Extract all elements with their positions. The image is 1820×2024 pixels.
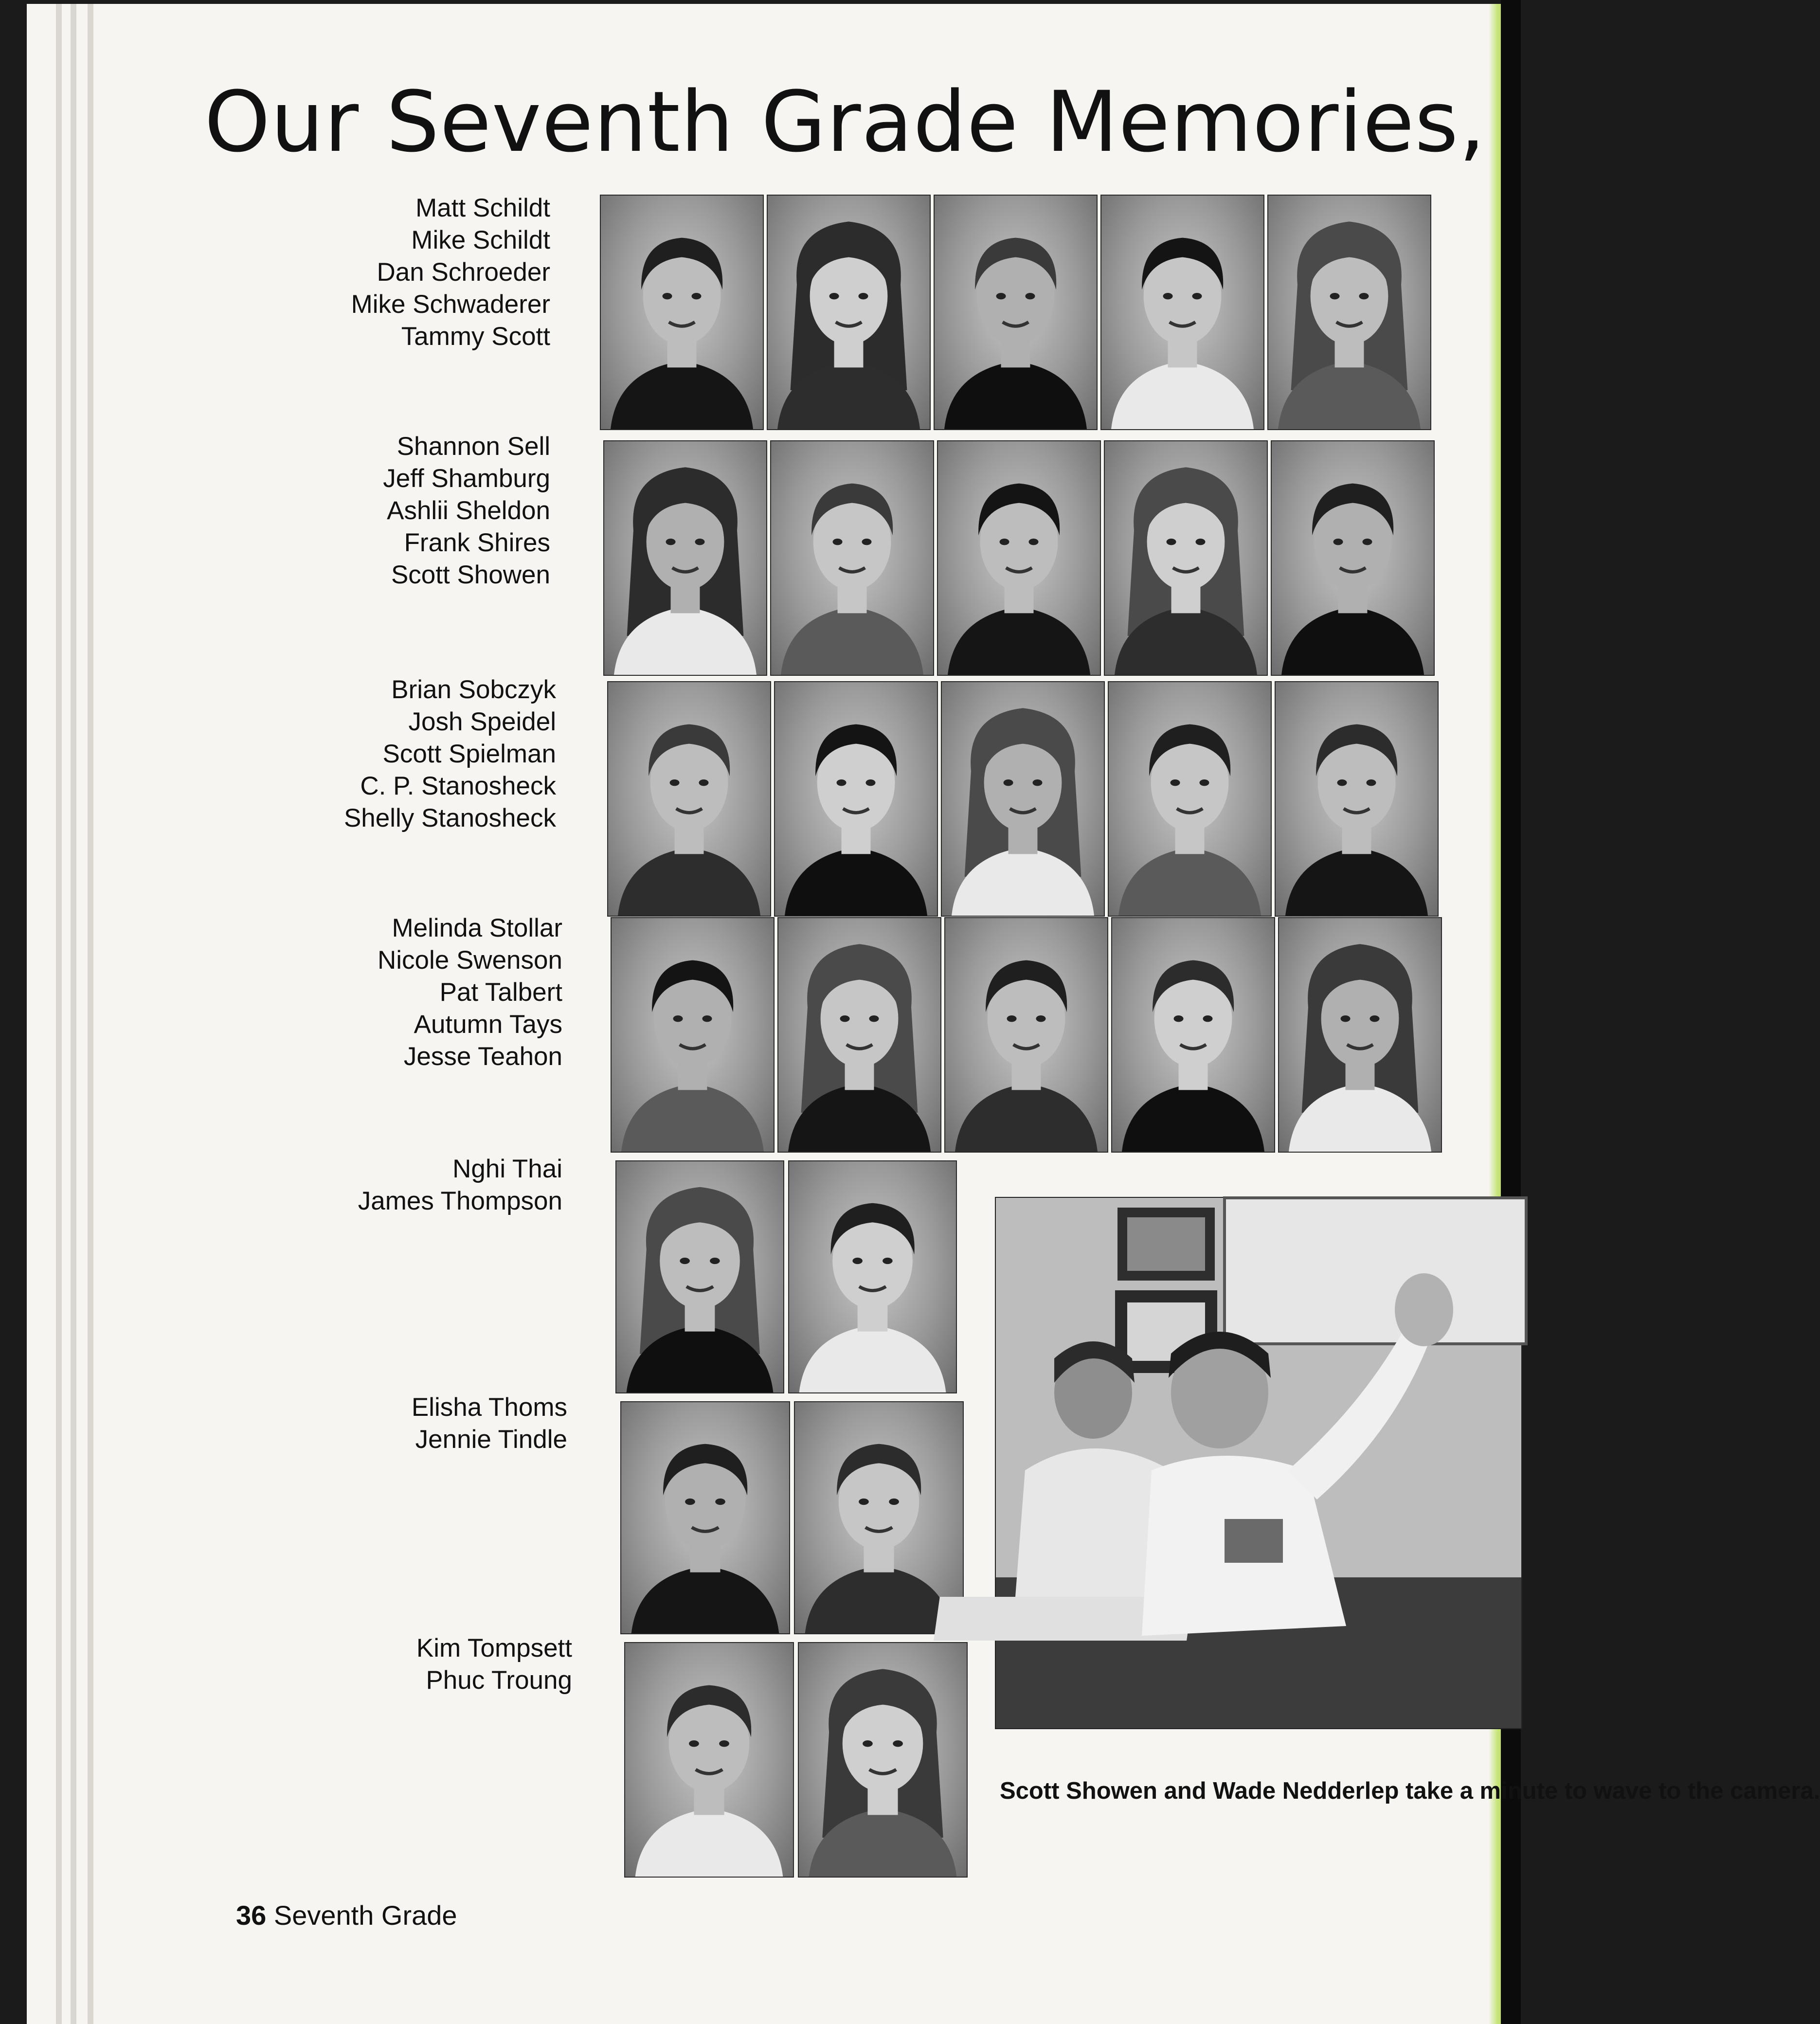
portrait-silhouette [768, 196, 930, 429]
section-name: Seventh Grade [273, 1900, 457, 1931]
page-folio [236, 1899, 457, 1931]
portrait-silhouette [1276, 682, 1438, 916]
student-portrait [607, 681, 771, 917]
student-portrait [770, 440, 934, 676]
student-name: Jennie Tindle [415, 1425, 567, 1454]
student-name: Scott Spielman [382, 740, 556, 768]
student-name: Phuc Troung [426, 1666, 572, 1695]
portrait-silhouette [1268, 196, 1430, 429]
student-name: Melinda Stollar [392, 914, 562, 942]
student-name: Brian Sobczyk [391, 675, 556, 704]
portrait-silhouette [608, 682, 770, 916]
student-name: Elisha Thoms [411, 1393, 567, 1422]
student-portrait [1278, 917, 1442, 1153]
student-name: Autumn Tays [414, 1010, 562, 1039]
student-portrait [777, 917, 941, 1153]
student-portrait [1271, 440, 1435, 676]
portrait-silhouette [1279, 918, 1441, 1152]
student-portrait [1275, 681, 1439, 917]
portrait-silhouette [621, 1402, 789, 1633]
student-portrait [774, 681, 938, 917]
student-portrait [788, 1160, 957, 1393]
student-portrait [624, 1642, 794, 1878]
portrait-silhouette [601, 196, 763, 429]
student-name: Shelly Stanosheck [343, 804, 556, 832]
student-portrait [944, 917, 1108, 1153]
portrait-silhouette [789, 1161, 956, 1392]
portrait-silhouette [778, 918, 940, 1152]
portrait-silhouette [799, 1643, 967, 1877]
portrait-silhouette [1112, 918, 1274, 1152]
student-portrait [937, 440, 1101, 676]
name-list-group-5 [358, 1153, 562, 1217]
portrait-silhouette [938, 441, 1100, 675]
portrait-silhouette [604, 441, 766, 675]
portrait-silhouette [612, 918, 774, 1152]
student-portrait [798, 1642, 968, 1878]
name-list-group-1 [351, 192, 550, 353]
name-list-group-7 [416, 1632, 572, 1697]
candid-classroom-photo [995, 1197, 1522, 1729]
portrait-silhouette [1109, 682, 1271, 916]
student-name: Dan Schroeder [377, 258, 550, 287]
student-portrait [794, 1401, 964, 1634]
portrait-silhouette [1272, 441, 1434, 675]
student-name: Ashlii Sheldon [387, 496, 550, 525]
student-portrait [767, 195, 931, 430]
student-name: Tammy Scott [401, 322, 550, 351]
page-edge [56, 4, 62, 2024]
student-name: Scott Showen [391, 560, 550, 589]
portrait-silhouette [775, 682, 937, 916]
student-portrait [620, 1401, 790, 1634]
student-name: Shannon Sell [396, 432, 550, 461]
student-name: Mike Schwaderer [351, 290, 550, 319]
photo-caption: Scott Showen and Wade Nedderlep take a minute to wave to the camera. [1000, 1778, 1820, 1804]
portrait-silhouette [942, 682, 1104, 916]
portrait-silhouette [935, 196, 1097, 429]
portrait-silhouette [625, 1643, 793, 1877]
student-name: Nghi Thai [452, 1155, 562, 1183]
student-portrait [611, 917, 775, 1153]
student-portrait [600, 195, 764, 430]
student-name: James Thompson [358, 1187, 562, 1215]
student-portrait [934, 195, 1098, 430]
student-name: Frank Shires [404, 528, 550, 557]
student-name: Kim Tompsett [416, 1634, 572, 1663]
portrait-silhouette [795, 1402, 963, 1633]
student-portrait [1100, 195, 1264, 430]
student-name: Josh Speidel [408, 707, 556, 736]
student-name: Matt Schildt [415, 194, 550, 222]
student-portrait [603, 440, 767, 676]
student-name: Nicole Swenson [377, 946, 562, 975]
student-name: Jesse Teahon [403, 1042, 562, 1071]
portrait-silhouette [616, 1161, 783, 1392]
portrait-silhouette [1105, 441, 1267, 675]
page-edge [71, 4, 76, 2024]
classroom-scene [996, 1198, 1521, 1728]
student-name: C. P. Stanosheck [360, 772, 556, 800]
student-portrait [941, 681, 1105, 917]
portrait-silhouette [1101, 196, 1263, 429]
page-number: 36 [236, 1900, 267, 1931]
student-portrait [615, 1160, 784, 1393]
student-name: Jeff Shamburg [383, 464, 550, 493]
name-list-group-2 [383, 431, 550, 591]
student-portrait [1267, 195, 1431, 430]
name-list-group-6 [412, 1392, 567, 1456]
portrait-silhouette [945, 918, 1107, 1152]
portrait-silhouette [771, 441, 933, 675]
student-portrait [1111, 917, 1275, 1153]
page-edge [88, 4, 93, 2024]
student-portrait [1108, 681, 1272, 917]
student-name: Mike Schildt [411, 226, 550, 254]
name-list-group-3 [344, 674, 556, 834]
page-title: Our Seventh Grade Memories, [204, 73, 1486, 171]
name-list-group-4 [378, 912, 562, 1073]
student-portrait [1104, 440, 1268, 676]
student-name: Pat Talbert [439, 978, 562, 1007]
